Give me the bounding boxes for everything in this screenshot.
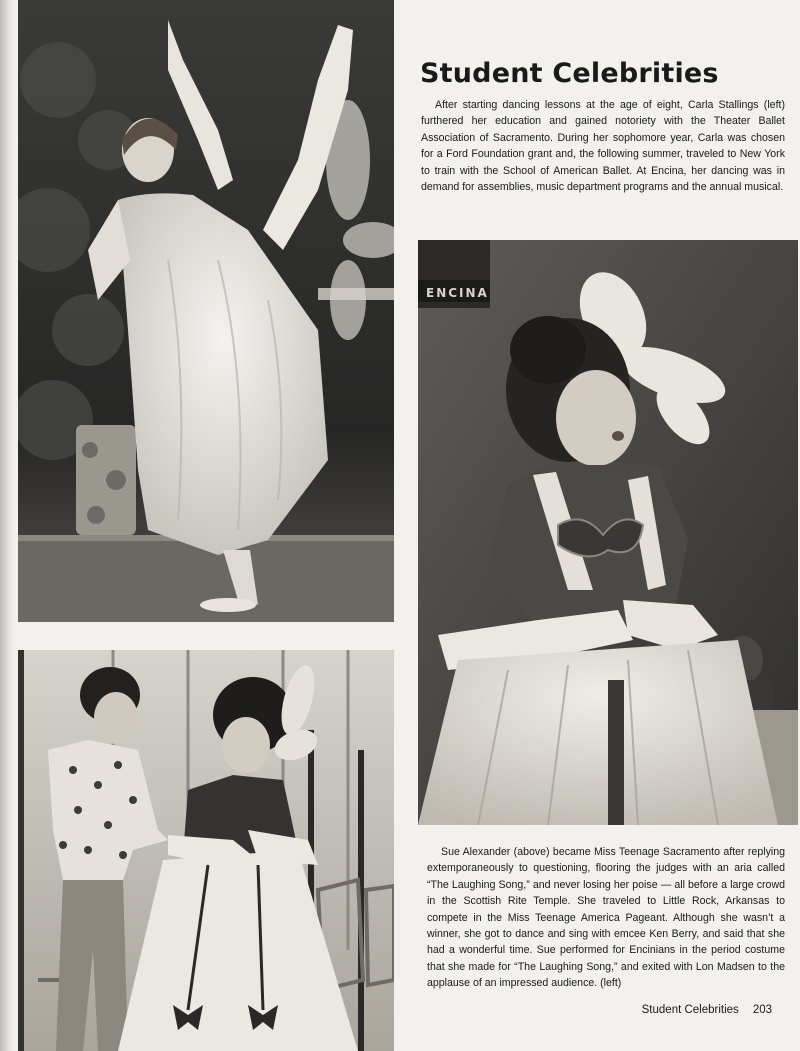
singer-photo xyxy=(418,240,798,825)
page-title: Student Celebrities xyxy=(420,58,719,89)
ballet-dancer-photo xyxy=(18,0,394,622)
footer-section-title: Student Celebrities xyxy=(641,1004,739,1016)
page-gutter-shadow xyxy=(0,0,14,1051)
page-number: 203 xyxy=(752,1004,772,1016)
encina-sign: ENCINA xyxy=(426,286,489,300)
intro-paragraph: After starting dancing lessons at the age of eight, Carla Stallings (left) furthered her education and gained notoriety with the Theater Ballet Association of Sacramento. During her sophomore year, Carla was chosen for a Ford Foundation grant and, the following summer, traveled to New York to train with the School of American Ballet. At Encina, her dancing was in demand for assemblies, music department programs and the annual musical. xyxy=(421,99,785,194)
duo-dancing-photo xyxy=(18,650,394,1051)
page-footer xyxy=(642,1004,772,1016)
singer-caption: Sue Alexander (above) became Miss Teenage Sacramento after replying extemporaneously to questioning, flooring the judges with an aria called “The Laughing Song,” and never losing her poise — all before a large crowd in the Scottish Rite Temple. She traveled to Little Rock, Arkansas to compete in the Miss Teenage America Pageant. Although she wasn’t a winner, she got to dance and sing with emcee Ken Berry, and said that she had a wonderful time. Sue performed for Encinians in the period costume that she made for “The Laughing Song,” and exited with Lon Madsen to the applause of an impressed audience. (left) xyxy=(427,846,785,990)
